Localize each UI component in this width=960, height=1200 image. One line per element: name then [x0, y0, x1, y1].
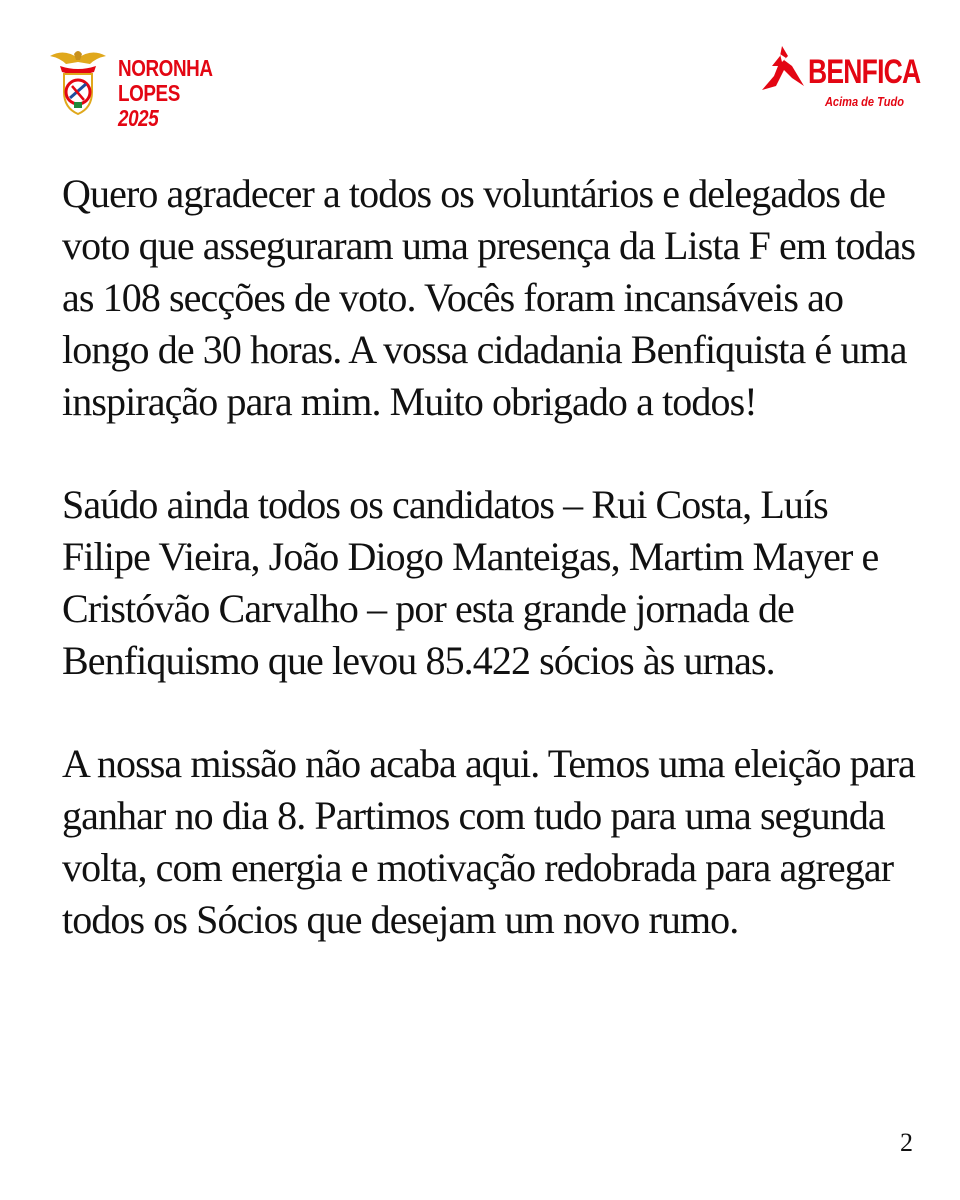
club-tagline: Acima de Tudo [824, 94, 904, 109]
campaign-logo [46, 46, 236, 131]
eagle-runner-icon [762, 46, 804, 90]
campaign-year: 2025 [118, 105, 159, 131]
campaign-surname: LOPES [118, 80, 180, 106]
paragraph-thanks: Quero agradecer a todos os voluntários e delegados de voto que asseguraram uma presença da Lista F em todas as 108 secções de voto. Vocês foram incansáveis ao longo de 30 horas. A vossa cidadania Benfiquista é uma inspiração para mim. Muito obrigado a todos! [62, 171, 916, 424]
benfica-crest-icon [46, 46, 110, 118]
campaign-name [118, 56, 215, 131]
club-logo [762, 44, 921, 116]
paragraph-candidates: Saúdo ainda todos os candidatos – Rui Costa, Luís Filipe Vieira, João Diogo Manteigas, Martim Mayer e Cristóvão Carvalho – por esta grande jornada de Benfiquismo que levou 85.422 sócios às urnas. [62, 482, 879, 683]
campaign-line-2 [118, 81, 215, 131]
page-number: 2 [900, 1128, 913, 1157]
campaign-line-1: NORONHA [118, 55, 213, 81]
message-body [62, 168, 922, 997]
paragraph-mission: A nossa missão não acaba aqui. Temos uma eleição para ganhar no dia 8. Partimos com tudo para uma segunda volta, com energia e motivação redobrada para agregar todos os Sócios que desejam um novo rumo. [62, 741, 915, 942]
club-name: BENFICA [808, 53, 921, 91]
